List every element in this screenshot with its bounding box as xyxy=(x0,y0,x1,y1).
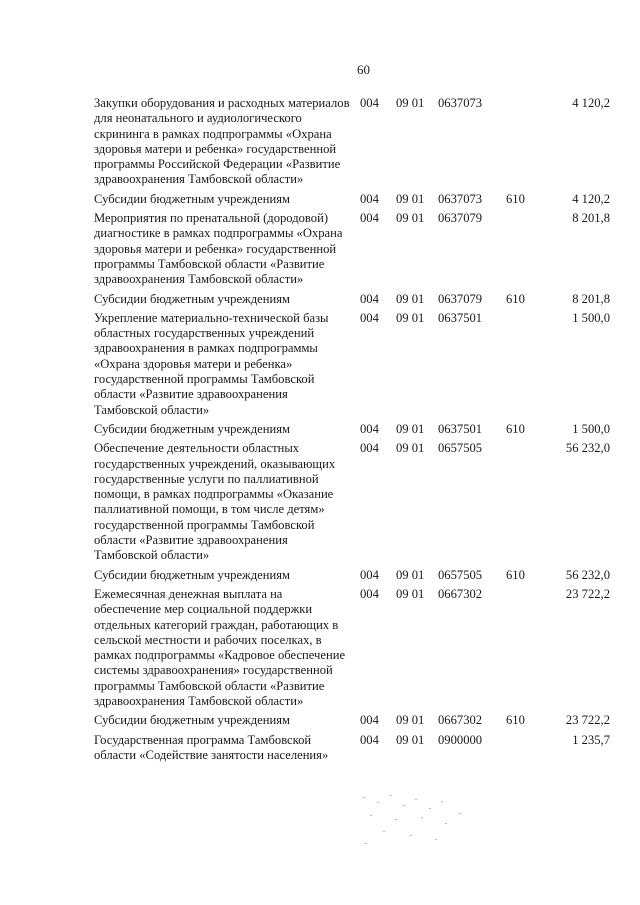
section-code: 09 01 xyxy=(396,713,425,728)
section-code: 09 01 xyxy=(396,310,425,325)
amount: 8 201,8 xyxy=(572,291,610,306)
target-article-code: 0637079 xyxy=(438,211,483,226)
section-code: 09 01 xyxy=(396,291,425,306)
administrator-code: 004 xyxy=(360,211,379,226)
target-article-code: 0667302 xyxy=(438,713,483,728)
expenditure-name: Закупки оборудования и расходных материалов для неонатального и аудиологического скрининга в рамках подпрограммы «Охрана здоровья матери и ребенка» государственной программы Российской Федерации «Развитие здравоохранения Тамбовской области» xyxy=(94,96,350,187)
expenditure-name: Субсидии бюджетным учреждениям xyxy=(94,421,290,436)
target-article-code: 0657505 xyxy=(438,567,483,582)
table-row xyxy=(94,733,610,764)
expense-type-code: 610 xyxy=(506,713,525,728)
section-code: 09 01 xyxy=(396,191,425,206)
target-article-code: 0637073 xyxy=(438,96,483,110)
table-row xyxy=(94,311,610,418)
target-article-code: 0657505 xyxy=(438,441,483,456)
target-article-code: 0637501 xyxy=(438,421,483,436)
administrator-code: 004 xyxy=(360,291,379,306)
expenditure-name: Субсидии бюджетным учреждениям xyxy=(94,567,290,582)
expenditure-name: Государственная программа Тамбовской области «Содействие занятости населения» xyxy=(94,732,329,762)
expenditure-name: Ежемесячная денежная выплата на обеспечение мер социальной поддержки отдельных категорий граждан, работающих в сельской местности и рабочих поселках, в рамках подпрограммы «Кадровое обеспечение системы здравоохранения» государственной программы Тамбовской области «Развитие здравоохранения Тамбовской области» xyxy=(94,586,346,708)
table-row xyxy=(94,441,610,563)
budget-table xyxy=(94,96,610,767)
table-row xyxy=(94,587,610,709)
amount: 23 722,2 xyxy=(565,713,610,728)
table-row xyxy=(94,568,610,583)
section-code: 09 01 xyxy=(396,211,425,226)
table-row xyxy=(94,211,610,287)
expense-type-code: 610 xyxy=(506,191,525,206)
section-code: 09 01 xyxy=(396,732,425,747)
expense-type-code: 610 xyxy=(506,421,525,436)
target-article-code: 0637501 xyxy=(438,310,483,325)
page-number: 60 xyxy=(357,62,370,77)
table-row xyxy=(94,96,610,188)
administrator-code: 004 xyxy=(360,310,379,325)
administrator-code: 004 xyxy=(360,586,379,601)
section-code: 09 01 xyxy=(396,441,425,456)
amount: 4 120,2 xyxy=(572,191,610,206)
table-row xyxy=(94,192,610,207)
amount: 56 232,0 xyxy=(565,567,610,582)
expenditure-name: Обеспечение деятельности областных государственных учреждений, оказывающих государственные услуги по паллиативной помощи, в рамках подпрограммы «Оказание паллиативной помощи, в том числе детям» государственной программы Тамбовской области «Развитие здравоохранения Тамбовской области» xyxy=(94,441,336,563)
amount: 1 500,0 xyxy=(572,310,610,325)
section-code: 09 01 xyxy=(396,567,425,582)
administrator-code: 004 xyxy=(360,421,379,436)
expense-type-code: 610 xyxy=(506,567,525,582)
section-code: 09 01 xyxy=(396,586,425,601)
table-row xyxy=(94,422,610,437)
administrator-code: 004 xyxy=(360,441,379,456)
amount: 23 722,2 xyxy=(565,586,610,601)
expenditure-name: Субсидии бюджетным учреждениям xyxy=(94,291,290,306)
table-row xyxy=(94,292,610,307)
target-article-code: 0637073 xyxy=(438,191,483,206)
administrator-code: 004 xyxy=(360,732,379,747)
amount: 8 201,8 xyxy=(572,211,610,226)
expense-type-code: 610 xyxy=(506,291,525,306)
target-article-code: 0900000 xyxy=(438,732,483,747)
administrator-code: 004 xyxy=(360,96,379,110)
scan-artifact xyxy=(355,793,475,853)
amount: 1 235,7 xyxy=(572,732,610,747)
expenditure-name: Мероприятия по пренатальной (дородовой) диагностике в рамках подпрограммы «Охрана здоровья матери и ребенка» государственной программы Тамбовской области «Развитие здравоохранения Тамбовской области» xyxy=(94,211,343,287)
target-article-code: 0637079 xyxy=(438,291,483,306)
administrator-code: 004 xyxy=(360,713,379,728)
table-row xyxy=(94,713,610,728)
amount: 4 120,2 xyxy=(572,96,610,110)
expenditure-name: Укрепление материально-технической базы областных государственных учреждений здравоохранения в рамках подпрограммы «Охрана здоровья матери и ребенка» государственной программы Тамбовской области «Развитие здравоохранения Тамбовской области» xyxy=(94,310,329,417)
section-code: 09 01 xyxy=(396,421,425,436)
amount: 1 500,0 xyxy=(572,421,610,436)
expenditure-name: Субсидии бюджетным учреждениям xyxy=(94,191,290,206)
target-article-code: 0667302 xyxy=(438,586,483,601)
expenditure-name: Субсидии бюджетным учреждениям xyxy=(94,713,290,728)
amount: 56 232,0 xyxy=(565,441,610,456)
section-code: 09 01 xyxy=(396,96,425,110)
administrator-code: 004 xyxy=(360,191,379,206)
administrator-code: 004 xyxy=(360,567,379,582)
